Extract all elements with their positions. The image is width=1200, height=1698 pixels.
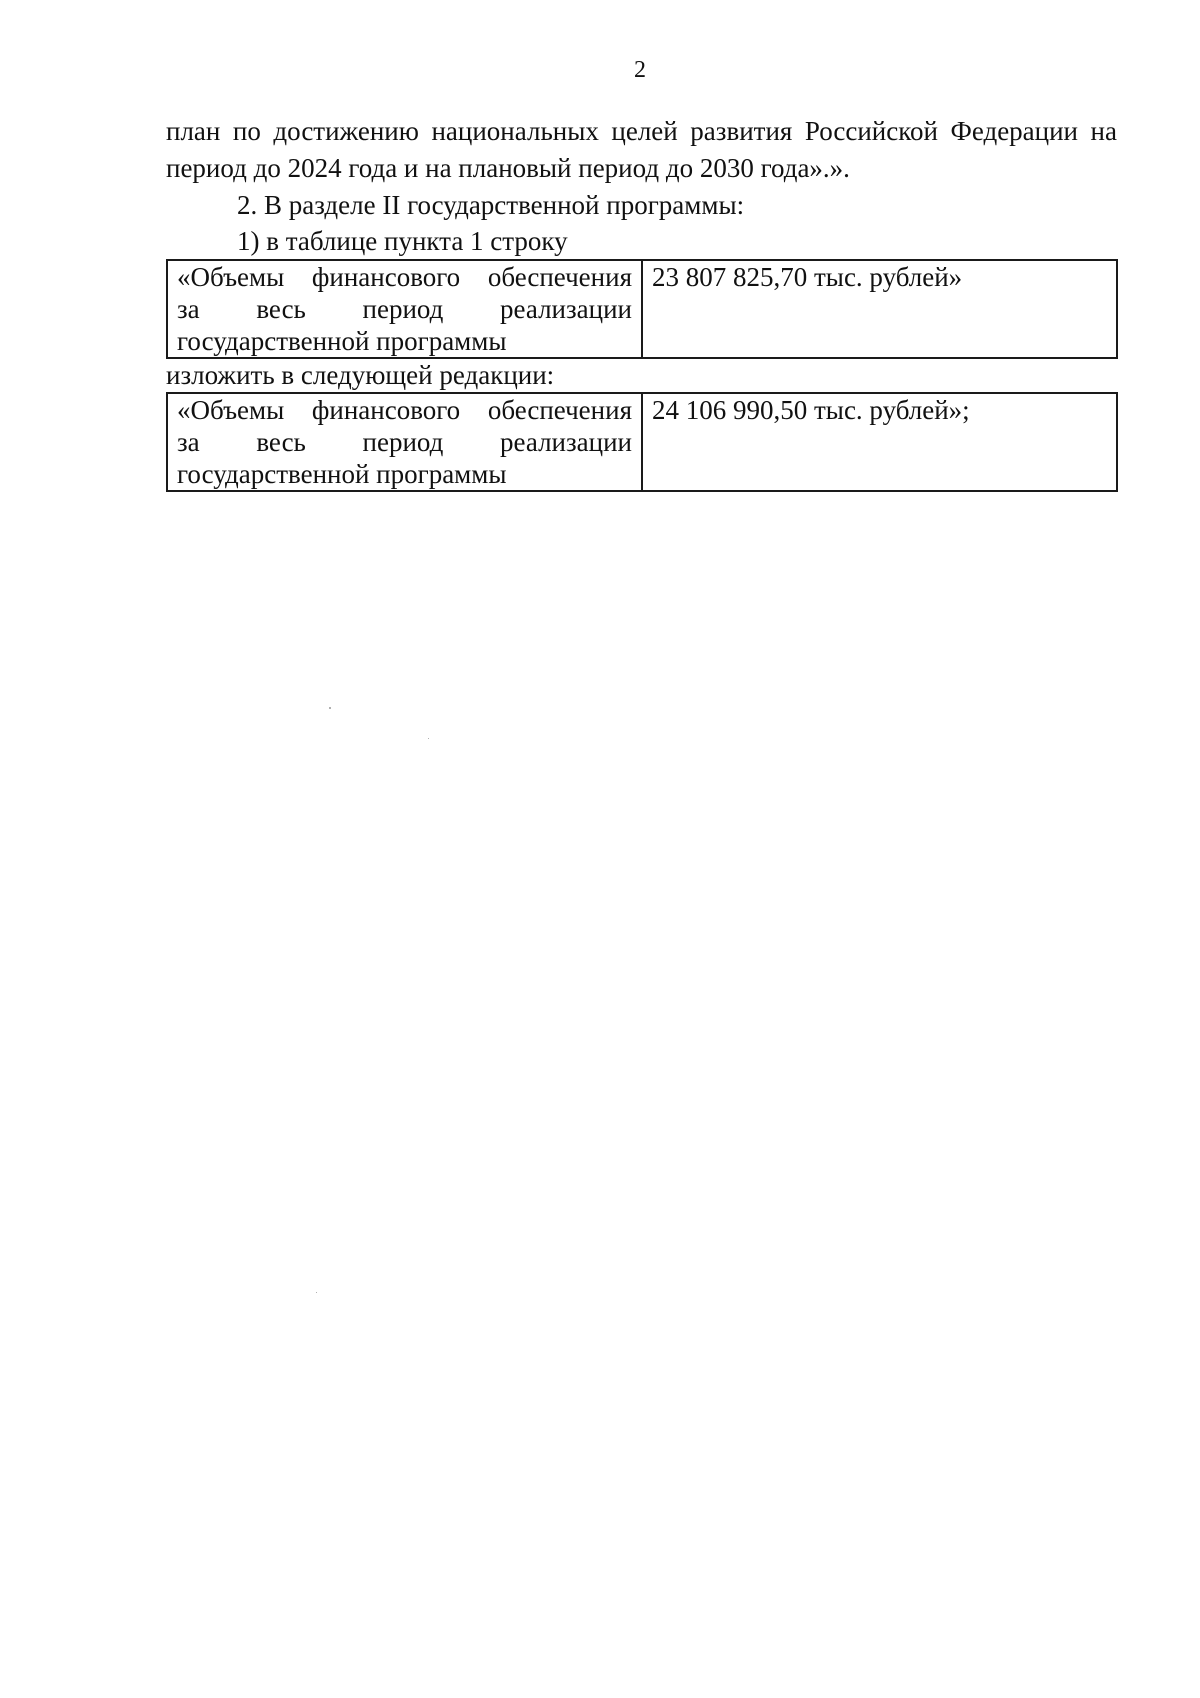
scan-speck <box>329 707 331 709</box>
scan-speck <box>316 1292 317 1293</box>
cell-line: за весь период реализации <box>177 427 632 457</box>
table-cell-value: 23 807 825,70 тыс. рублей» <box>642 260 1117 358</box>
table-cell-label <box>167 393 642 491</box>
paragraph-section-ref: 2. В разделе II государственной программы: <box>237 190 745 220</box>
paragraph-table-ref: 1) в таблице пункта 1 строку <box>237 226 568 256</box>
page-number: 2 <box>634 57 646 83</box>
scan-speck <box>428 738 429 739</box>
cell-line: государственной программы <box>177 326 507 356</box>
cell-line: за весь период реализации <box>177 294 632 324</box>
table-cell-label <box>167 260 642 358</box>
cell-line: «Объемы финансового обеспечения <box>177 395 632 425</box>
cell-line: государственной программы <box>177 459 507 489</box>
cell-line: «Объемы финансового обеспечения <box>177 262 632 292</box>
paragraph-line: период до 2024 года и на плановый период до 2030 года».». <box>166 153 850 183</box>
document-body <box>166 113 1117 492</box>
table-cell-value: 24 106 990,50 тыс. рублей»; <box>642 393 1117 491</box>
table-new-row <box>166 392 1118 492</box>
paragraph-replace-instruction: изложить в следующей редакции: <box>166 360 555 390</box>
paragraph-continuation <box>166 113 1117 187</box>
table-row <box>167 260 1117 358</box>
table-old-row <box>166 259 1118 359</box>
paragraph-line: план по достижению национальных целей развития Российской Федерации на <box>166 116 1117 146</box>
table-row <box>167 393 1117 491</box>
